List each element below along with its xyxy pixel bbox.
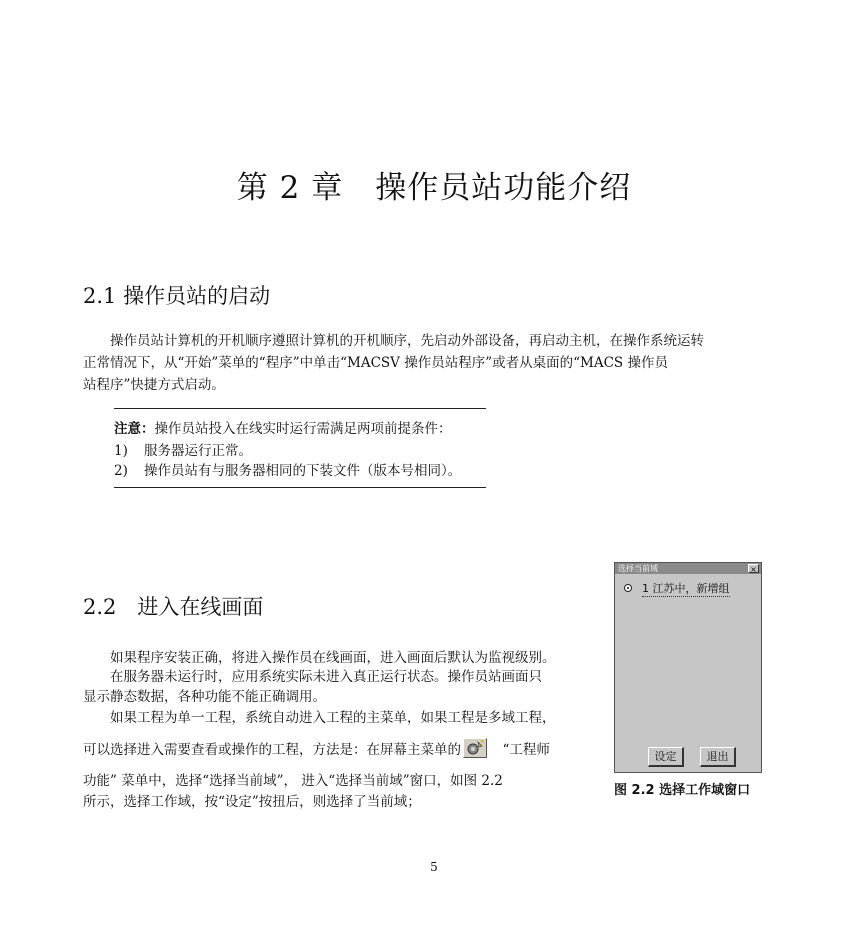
body-line-with-icon bbox=[83, 738, 550, 761]
select-domain-dialog bbox=[614, 562, 762, 773]
domain-name: 1 江苏中，新增组 bbox=[642, 582, 730, 595]
set-button[interactable]: 设定 bbox=[648, 747, 684, 767]
dialog-title-bar[interactable] bbox=[615, 563, 761, 574]
close-icon[interactable]: × bbox=[748, 564, 759, 573]
chapter-title: 第 2 章 操作员站功能介绍 bbox=[236, 170, 632, 206]
note-intro-text: 操作员站投入在线实时运行需满足两项前提条件： bbox=[154, 421, 452, 437]
note-label: 注意： bbox=[114, 421, 155, 437]
note-item-1 bbox=[114, 439, 252, 459]
body-text: 可以选择进入需要查看或操作的工程，方法是：在屏幕主菜单的 bbox=[83, 742, 461, 758]
body-text: “工程师 bbox=[489, 742, 550, 758]
note-intro bbox=[114, 417, 452, 437]
figure-caption: 图 2.2 选择工作域窗口 bbox=[614, 783, 751, 798]
para-line: 站程序”快捷方式启动。 bbox=[83, 377, 225, 393]
body-line: 功能” 菜单中，选择“选择当前域”， 进入“选择当前域”窗口，如图 2.2 bbox=[83, 773, 503, 789]
para-line: 正常情况下，从“开始”菜单的“程序”中单击“MACSV 操作员站程序”或者从桌面的“MACS 操作员 bbox=[83, 355, 668, 371]
note-item-number: 2) bbox=[114, 463, 128, 479]
domain-list-item[interactable] bbox=[618, 581, 758, 596]
body-line: 如果程序安装正确，将进入操作员在线画面，进入画面后默认为监视级别。 bbox=[83, 650, 556, 666]
page-number: 5 bbox=[430, 860, 438, 874]
domain-radio[interactable] bbox=[624, 584, 632, 592]
body-line: 所示，选择工作域，按“设定”按扭后，则选择了当前域； bbox=[83, 794, 421, 810]
para-line: 操作员站计算机的开机顺序遵照计算机的开机顺序，先启动外部设备，再启动主机，在操作系统运转 bbox=[83, 333, 704, 349]
note-item-text: 操作员站有与服务器相同的下装文件（版本号相同）。 bbox=[144, 463, 462, 479]
note-item-text: 服务器运行正常。 bbox=[144, 443, 252, 459]
note-item-number: 1) bbox=[114, 443, 128, 459]
note-box bbox=[114, 408, 486, 488]
body-line: 显示静态数据，各种功能不能正确调用。 bbox=[83, 689, 326, 705]
section-2-2-heading: 2.2 进入在线画面 bbox=[83, 595, 264, 619]
exit-button[interactable]: 退出 bbox=[700, 747, 736, 767]
engineer-tools-icon[interactable] bbox=[463, 738, 487, 758]
dialog-title: 选择当前域 bbox=[618, 564, 658, 573]
note-item-2 bbox=[114, 459, 461, 479]
body-line: 如果工程为单一工程，系统自动进入工程的主菜单，如果工程是多域工程， bbox=[83, 710, 556, 726]
section-2-1-heading: 2.1 操作员站的启动 bbox=[83, 284, 271, 308]
body-line: 在服务器未运行时，应用系统实际未进入真正运行状态。操作员站画面只 bbox=[83, 669, 542, 685]
